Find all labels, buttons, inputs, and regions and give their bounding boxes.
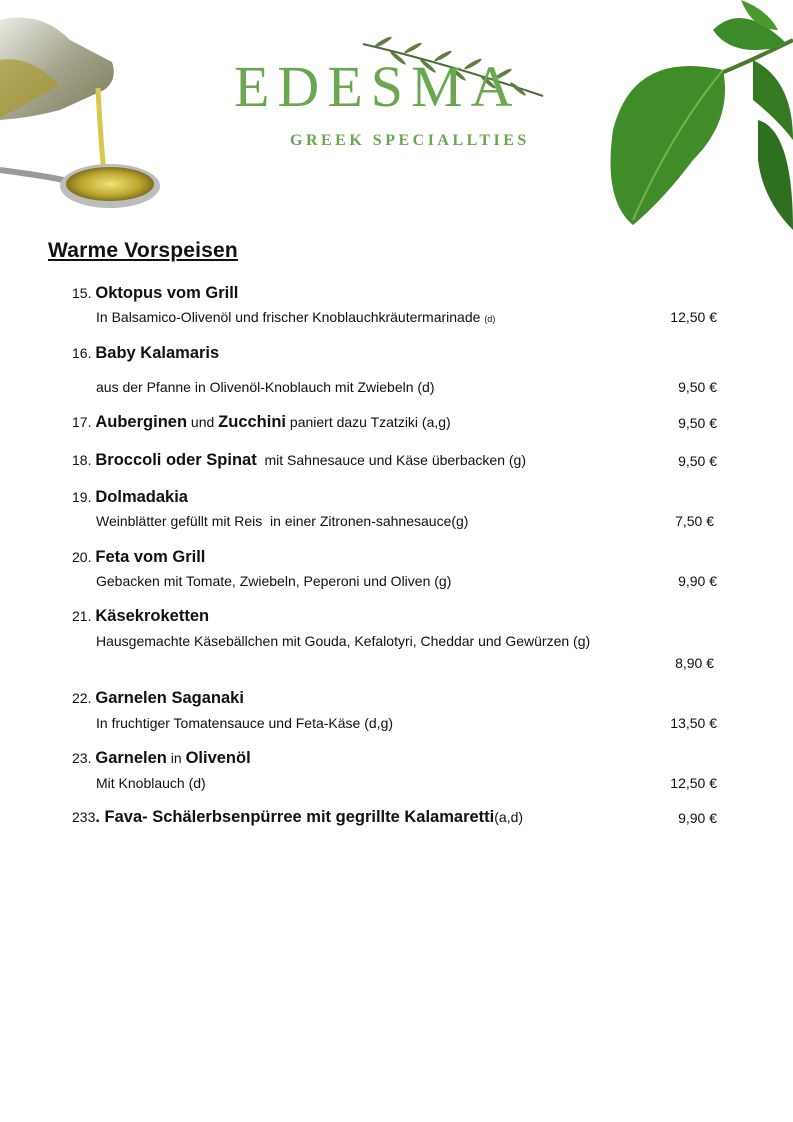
logo-title: EDESMA [234,54,521,119]
item-name: Zucchini [218,413,287,431]
item-description: Weinblätter gefüllt mit Reis in einer Zitronen-sahnesauce(g) [96,513,469,529]
item-number: 15. [72,285,92,301]
menu-item-title [72,689,244,708]
menu-item-title [72,488,188,507]
item-name: Garnelen Saganaki [95,689,244,707]
item-price: 9,50 € [678,379,717,395]
item-price: 9,90 € [678,810,717,826]
basil-leaves-image [593,0,793,245]
menu-item-title [72,749,251,768]
item-price: 9,90 € [678,573,717,589]
menu-item-title [72,808,523,827]
item-price: 9,50 € [678,453,717,469]
item-description: Hausgemachte Käsebällchen mit Gouda, Kefalotyri, Cheddar und Gewürzen (g) [96,633,591,649]
menu-item-title [72,284,238,303]
item-price: 13,50 € [670,715,717,731]
item-number: 20. [72,549,92,565]
edesma-logo [228,32,568,157]
item-description: paniert dazu Tzatziki (a,g) [286,414,451,430]
logo-tagline: GREEK SPECIALLTIES [290,132,530,149]
menu-item-title [72,607,209,626]
item-description: Mit Knoblauch (d) [96,775,206,791]
item-allergens: (d) [484,314,496,324]
item-number: 233 [72,809,96,825]
item-number: 16. [72,345,92,361]
item-price: 12,50 € [670,309,717,325]
item-price: 8,90 € [675,655,714,671]
item-number: 17. [72,414,92,430]
item-number: 21. [72,608,92,624]
olive-oil-image [0,0,180,225]
item-allergens: (a,d) [494,809,524,825]
item-name: Auberginen [95,413,188,431]
item-description: aus der Pfanne in Olivenöl-Knoblauch mit Zwiebeln (d) [96,379,435,395]
item-name: Garnelen [95,749,167,767]
menu-item-title [72,451,526,470]
item-name: Broccoli oder Spinat [95,451,257,469]
item-description [96,309,495,325]
menu-item-title [72,548,205,567]
item-price: 9,50 € [678,415,717,431]
menu-item-title [72,344,219,363]
item-name: Oktopus vom Grill [95,284,239,302]
menu-item-title [72,413,451,432]
item-number: 23. [72,750,92,766]
item-description: mit Sahnesauce und Käse überbacken (g) [256,452,526,468]
item-connector: in [166,750,186,766]
item-description: In fruchtiger Tomatensauce und Feta-Käse (d,g) [96,715,394,731]
item-connector: und [187,414,219,430]
item-name: Baby Kalamaris [95,344,220,362]
item-number: 22. [72,690,92,706]
item-price: 7,50 € [675,513,714,529]
item-name: Olivenöl [185,749,251,767]
item-name: . Fava- Schälerbsenpürree mit gegrillte Kalamaretti [95,808,495,826]
item-description-text: In Balsamico-Olivenöl und frischer Knoblauchkräutermarinade [96,309,481,325]
item-name: Dolmadakia [95,488,188,506]
item-description: Gebacken mit Tomate, Zwiebeln, Peperoni und Oliven (g) [96,573,452,589]
section-heading: Warme Vorspeisen [48,239,238,262]
item-number: 19. [72,489,92,505]
item-number: 18. [72,452,92,468]
item-name: Käsekroketten [95,607,210,625]
item-price: 12,50 € [670,775,717,791]
item-name: Feta vom Grill [95,548,206,566]
